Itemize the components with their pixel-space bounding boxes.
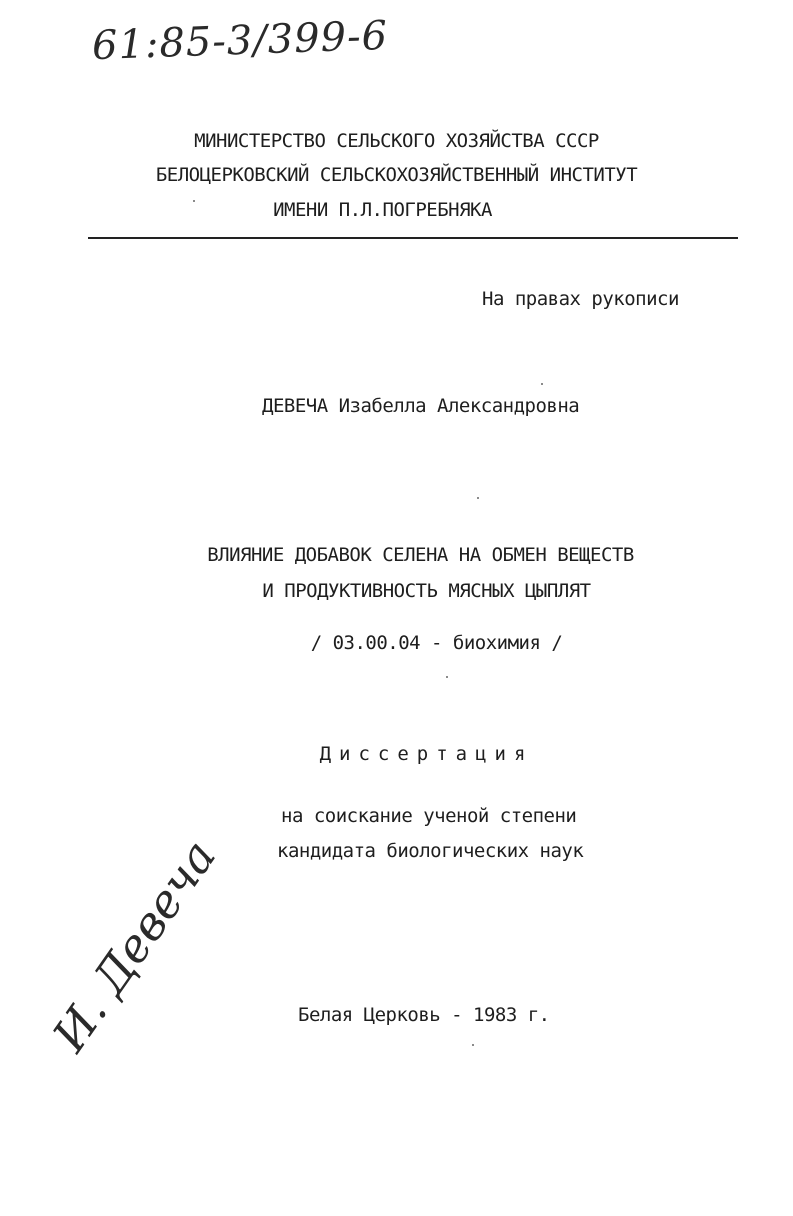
archive-code: 61:85-3/399-6 xyxy=(91,12,389,70)
header-divider xyxy=(88,237,738,239)
scan-speck xyxy=(541,383,543,385)
work-type: Диссертация xyxy=(319,743,534,765)
specialty-code: / 03.00.04 - биохимия / xyxy=(310,632,563,654)
author-name: ДЕВЕЧА Изабелла Александровна xyxy=(262,395,580,417)
handwritten-signature: И. Девеча xyxy=(42,830,227,1061)
header-ministry: МИНИСТЕРСТВО СЕЛЬСКОГО ХОЗЯЙСТВА СССР xyxy=(194,130,599,152)
title-line-1: ВЛИЯНИЕ ДОБАВОК СЕЛЕНА НА ОБМЕН ВЕЩЕСТВ xyxy=(207,544,634,566)
header-named-after: ИМЕНИ П.Л.ПОГРЕБНЯКА xyxy=(273,199,492,221)
scan-speck xyxy=(193,200,195,202)
place-and-year: Белая Церковь - 1983 г. xyxy=(298,1004,550,1026)
scan-speck xyxy=(446,676,448,678)
degree-line-2: кандидата биологических наук xyxy=(277,840,584,862)
scan-speck xyxy=(472,1044,474,1046)
title-line-2: И ПРОДУКТИВНОСТЬ МЯСНЫХ ЦЫПЛЯТ xyxy=(262,580,591,602)
manuscript-note: На правах рукописи xyxy=(482,288,679,310)
scan-speck xyxy=(477,497,479,499)
header-institute: БЕЛОЦЕРКОВСКИЙ СЕЛЬСКОХОЗЯЙСТВЕННЫЙ ИНСТИТУТ xyxy=(155,164,638,186)
degree-line-1: на соискание ученой степени xyxy=(281,805,577,827)
